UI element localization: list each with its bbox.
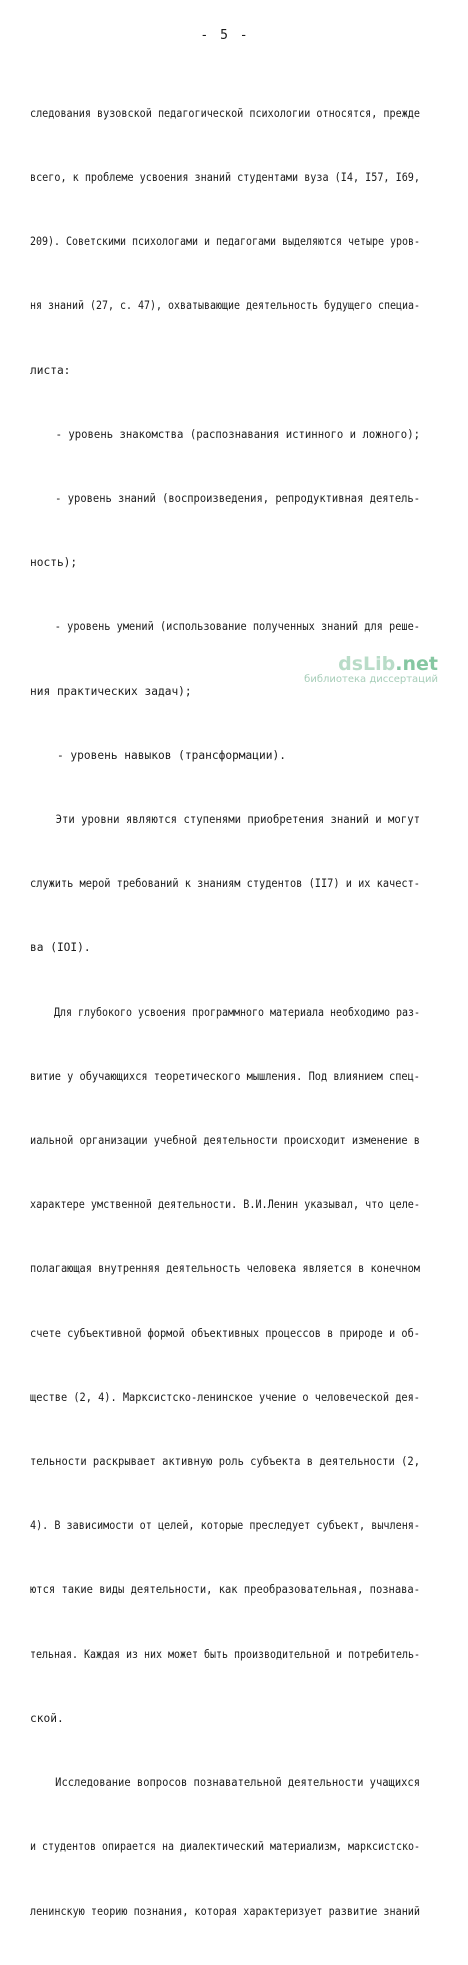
text-line: ществе (2, 4). Марксистско-ленинское учение о человеческой дея- xyxy=(30,1390,420,1404)
text-line: и студентов опирается на диалектический материализм, марксистско- xyxy=(30,1840,420,1854)
text-line: Исследование вопросов познавательной деятельности учащихся xyxy=(30,1776,420,1790)
text-line: ются такие виды деятельности, как преобразовательная, познава- xyxy=(30,1583,420,1597)
text-line: - уровень навыков (трансформации). xyxy=(30,748,286,762)
text-line: служить мерой требований к знаниям студентов (II7) и их качест- xyxy=(30,877,420,891)
text-line: - уровень знакомства (распознавания истинного и ложного); xyxy=(30,427,420,441)
text-line: Для глубокого усвоения программного материала необходимо раз- xyxy=(30,1005,420,1019)
text-line: ленинскую теорию познания, которая характеризует развитие знаний xyxy=(30,1904,420,1918)
text-line: - уровень умений (использование полученных знаний для реше- xyxy=(30,620,420,634)
text-line: всего, к проблеме усвоения знаний студентами вуза (I4, I57, I69, xyxy=(30,171,420,185)
watermark-logo-accent: .net xyxy=(395,653,438,675)
text-line: - уровень знаний (воспроизведения, репродуктивная деятель- xyxy=(30,492,420,506)
text-line: витие у обучающихся теоретического мышления. Под влиянием спец- xyxy=(30,1069,420,1083)
watermark-logo-main: dsLib xyxy=(338,653,396,675)
text-line: следования вузовской педагогической психологии относятся, прежде xyxy=(30,106,420,120)
text-line: полагающая внутренняя деятельность человека является в конечном xyxy=(30,1262,420,1276)
text-line: ва (IOI). xyxy=(30,941,91,955)
watermark-logo xyxy=(304,654,438,674)
text-line: ской. xyxy=(30,1711,64,1725)
text-line: ность); xyxy=(30,556,78,570)
text-line: листа: xyxy=(30,363,71,377)
text-line: Эти уровни являются ступенями приобретения знаний и могут xyxy=(30,813,420,827)
page-number: - 5 - xyxy=(200,28,250,43)
text-line: ния практических задач); xyxy=(30,684,192,698)
text-line: 4). В зависимости от целей, которые преследует субъект, вычленя- xyxy=(30,1519,420,1533)
text-line: ня знаний (27, с. 47), охватывающие деятельность будущего специа- xyxy=(30,299,420,313)
watermark-tagline: библиотека диссертаций xyxy=(304,674,438,685)
watermark xyxy=(304,654,438,686)
body-text xyxy=(0,60,450,1965)
text-line: тельная. Каждая из них может быть производительной и потребитель- xyxy=(30,1647,420,1661)
text-line: 209). Советскими психологами и педагогами выделяются четыре уров- xyxy=(30,235,420,249)
text-line: тельности раскрывает активную роль субъекта в деятельности (2, xyxy=(30,1455,420,1469)
text-line: счете субъективной формой объективных процессов в природе и об- xyxy=(30,1326,420,1340)
text-line: характере умственной деятельности. В.И.Ленин указывал, что целе- xyxy=(30,1198,420,1212)
text-line: иальной организации учебной деятельности происходит изменение в xyxy=(30,1134,420,1148)
